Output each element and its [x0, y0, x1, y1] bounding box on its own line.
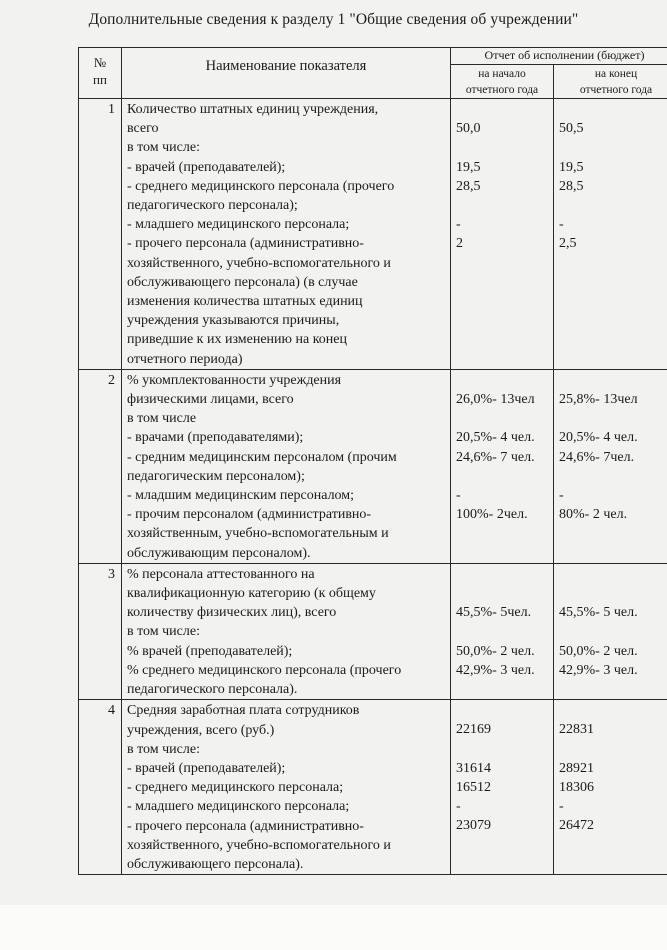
value-line: 26472: [559, 818, 594, 834]
indicator-name: [122, 563, 451, 699]
value-start-of-year: [451, 99, 554, 370]
indicator-name-line: педагогическим персоналом);: [127, 468, 305, 484]
table-row: [79, 369, 667, 563]
indicator-name-line: - младшего медицинского персонала;: [127, 799, 350, 815]
value-line: 26,0%- 13чел: [456, 392, 535, 408]
indicator-name-line: - средним медицинским персоналом (прочим: [127, 449, 397, 465]
indicator-name-line: учреждения указываются причины,: [127, 313, 340, 329]
indicator-name-line: педагогического персонала).: [127, 682, 298, 698]
indicator-name-line: педагогического персонала);: [127, 198, 298, 214]
report-table-body: [79, 99, 667, 875]
indicator-name-line: физическими лицами, всего: [127, 392, 294, 408]
value-line: [559, 196, 667, 215]
value-line: 28,5: [456, 178, 481, 194]
value-start-of-year: [451, 563, 554, 699]
report-table: [78, 47, 667, 875]
value-line: 50,0%- 2 чел.: [559, 643, 638, 659]
indicator-name-line: учреждения, всего (руб.): [127, 722, 275, 738]
value-end-of-year: [554, 700, 667, 875]
indicator-name: [122, 99, 451, 370]
value-line: 20,5%- 4 чел.: [456, 430, 535, 446]
indicator-name-line: Средняя заработная плата сотрудников: [127, 703, 360, 719]
value-line: -: [456, 799, 461, 815]
value-line: [559, 371, 667, 390]
indicator-name-line: обслуживающего персонала) (в случае: [127, 274, 358, 290]
value-line: [456, 467, 553, 486]
indicator-name-line: - младшего медицинского персонала;: [127, 217, 350, 233]
value-line: [456, 100, 553, 119]
indicator-name-line: в том числе:: [127, 624, 200, 640]
value-line: 18306: [559, 780, 594, 796]
value-line: 100%- 2чел.: [456, 507, 528, 523]
value-line: [559, 409, 667, 428]
value-line: 20,5%- 4 чел.: [559, 430, 638, 446]
row-number: 1: [79, 99, 122, 370]
value-line: -: [456, 217, 461, 233]
indicator-name-line: в том числе:: [127, 741, 200, 757]
value-line: 22831: [559, 722, 594, 738]
value-line: 24,6%- 7чел.: [559, 449, 635, 465]
indicator-name-line: % врачей (преподавателей);: [127, 643, 293, 659]
value-line: 42,9%- 3 чел.: [559, 662, 638, 678]
indicator-name-line: обслуживающим персоналом).: [127, 545, 311, 561]
header-number-label: № пп: [93, 55, 107, 87]
indicator-name-line: в том числе: [127, 411, 197, 427]
value-end-of-year: [554, 369, 667, 563]
value-line: [559, 701, 667, 720]
indicator-name-line: приведшие к их изменению на конец: [127, 332, 347, 348]
header-indicator-name: Наименование показателя: [122, 48, 451, 99]
indicator-name-line: количеству физических лиц), всего: [127, 605, 337, 621]
header-number: [79, 48, 122, 99]
header-start-of-year: на начало отчетного года: [451, 65, 554, 99]
value-line: [559, 565, 667, 584]
value-line: [456, 740, 553, 759]
indicator-name-line: всего: [127, 121, 159, 137]
value-end-of-year: [554, 99, 667, 370]
indicator-name: [122, 369, 451, 563]
table-row: [79, 700, 667, 875]
value-line: 45,5%- 5 чел.: [559, 605, 638, 621]
indicator-name-line: - среднего медицинского персонала (прочего: [127, 178, 395, 194]
value-line: 2: [456, 236, 463, 252]
value-line: 25,8%- 13чел: [559, 392, 638, 408]
value-line: 24,6%- 7 чел.: [456, 449, 535, 465]
header-report-group: Отчет об исполнении (бюджет): [451, 48, 667, 65]
table-row: [79, 563, 667, 699]
row-number: 2: [79, 369, 122, 563]
value-line: 50,0%- 2 чел.: [456, 643, 535, 659]
value-line: [456, 371, 553, 390]
value-line: [559, 584, 667, 603]
indicator-name-line: - прочего персонала (административно-: [127, 236, 364, 252]
indicator-name-line: - младшим медицинским персоналом;: [127, 488, 355, 504]
value-line: [456, 622, 553, 641]
value-end-of-year: [554, 563, 667, 699]
value-line: [456, 196, 553, 215]
indicator-name-line: - среднего медицинского персонала;: [127, 780, 344, 796]
value-start-of-year: [451, 700, 554, 875]
value-line: 80%- 2 чел.: [559, 507, 628, 523]
value-line: 50,0: [456, 121, 481, 137]
indicator-name-line: - врачей (преподавателей);: [127, 159, 286, 175]
indicator-name-line: % среднего медицинского персонала (прочего: [127, 662, 402, 678]
indicator-name-line: изменения количества штатных единиц: [127, 294, 363, 310]
indicator-name-line: обслуживающего персонала).: [127, 856, 304, 872]
value-line: -: [559, 487, 564, 503]
indicator-name-line: - прочего персонала (административно-: [127, 818, 364, 834]
value-line: [559, 740, 667, 759]
indicator-name-line: Количество штатных единиц учреждения,: [127, 102, 379, 117]
value-line: -: [456, 487, 461, 503]
indicator-name-line: хозяйственного, учебно-вспомогательного и: [127, 255, 391, 271]
row-number: 4: [79, 700, 122, 875]
header-end-of-year: на конец отчетного года: [554, 65, 667, 99]
value-line: 19,5: [559, 159, 584, 175]
indicator-name-line: - врачами (преподавателями);: [127, 430, 304, 446]
value-line: -: [559, 799, 564, 815]
table-row: [79, 99, 667, 370]
indicator-name: [122, 700, 451, 875]
value-line: [559, 138, 667, 157]
value-start-of-year: [451, 369, 554, 563]
indicator-name-line: % персонала аттестованного на: [127, 566, 315, 582]
value-line: 2,5: [559, 236, 577, 252]
value-line: [456, 584, 553, 603]
indicator-name-line: в том числе:: [127, 140, 200, 156]
value-line: [559, 100, 667, 119]
value-line: 50,5: [559, 121, 584, 137]
value-line: 23079: [456, 818, 491, 834]
value-line: [456, 409, 553, 428]
indicator-name-line: хозяйственного, учебно-вспомогательного и: [127, 837, 391, 853]
value-line: [456, 138, 553, 157]
value-line: 31614: [456, 760, 491, 776]
value-line: 22169: [456, 722, 491, 738]
value-line: [456, 565, 553, 584]
indicator-name-line: % укомплектованности учреждения: [127, 372, 342, 388]
page-bottom-margin: [0, 905, 667, 950]
value-line: 16512: [456, 780, 491, 796]
indicator-name-line: отчетного периода): [127, 351, 243, 367]
indicator-name-line: хозяйственным, учебно-вспомогательным и: [127, 526, 389, 542]
indicator-name-line: квалификационную категорию (к общему: [127, 586, 376, 602]
value-line: 45,5%- 5чел.: [456, 605, 532, 621]
value-line: -: [559, 217, 564, 233]
value-line: 28,5: [559, 178, 584, 194]
value-line: [559, 467, 667, 486]
document-title: Дополнительные сведения к разделу 1 "Общие сведения об учреждении": [88, 11, 579, 28]
value-line: [559, 622, 667, 641]
indicator-name-line: - врачей (преподавателей);: [127, 760, 286, 776]
value-line: 28921: [559, 760, 594, 776]
row-number: 3: [79, 563, 122, 699]
value-line: [456, 701, 553, 720]
indicator-name-line: - прочим персоналом (административно-: [127, 507, 372, 523]
value-line: 42,9%- 3 чел.: [456, 662, 535, 678]
value-line: 19,5: [456, 159, 481, 175]
